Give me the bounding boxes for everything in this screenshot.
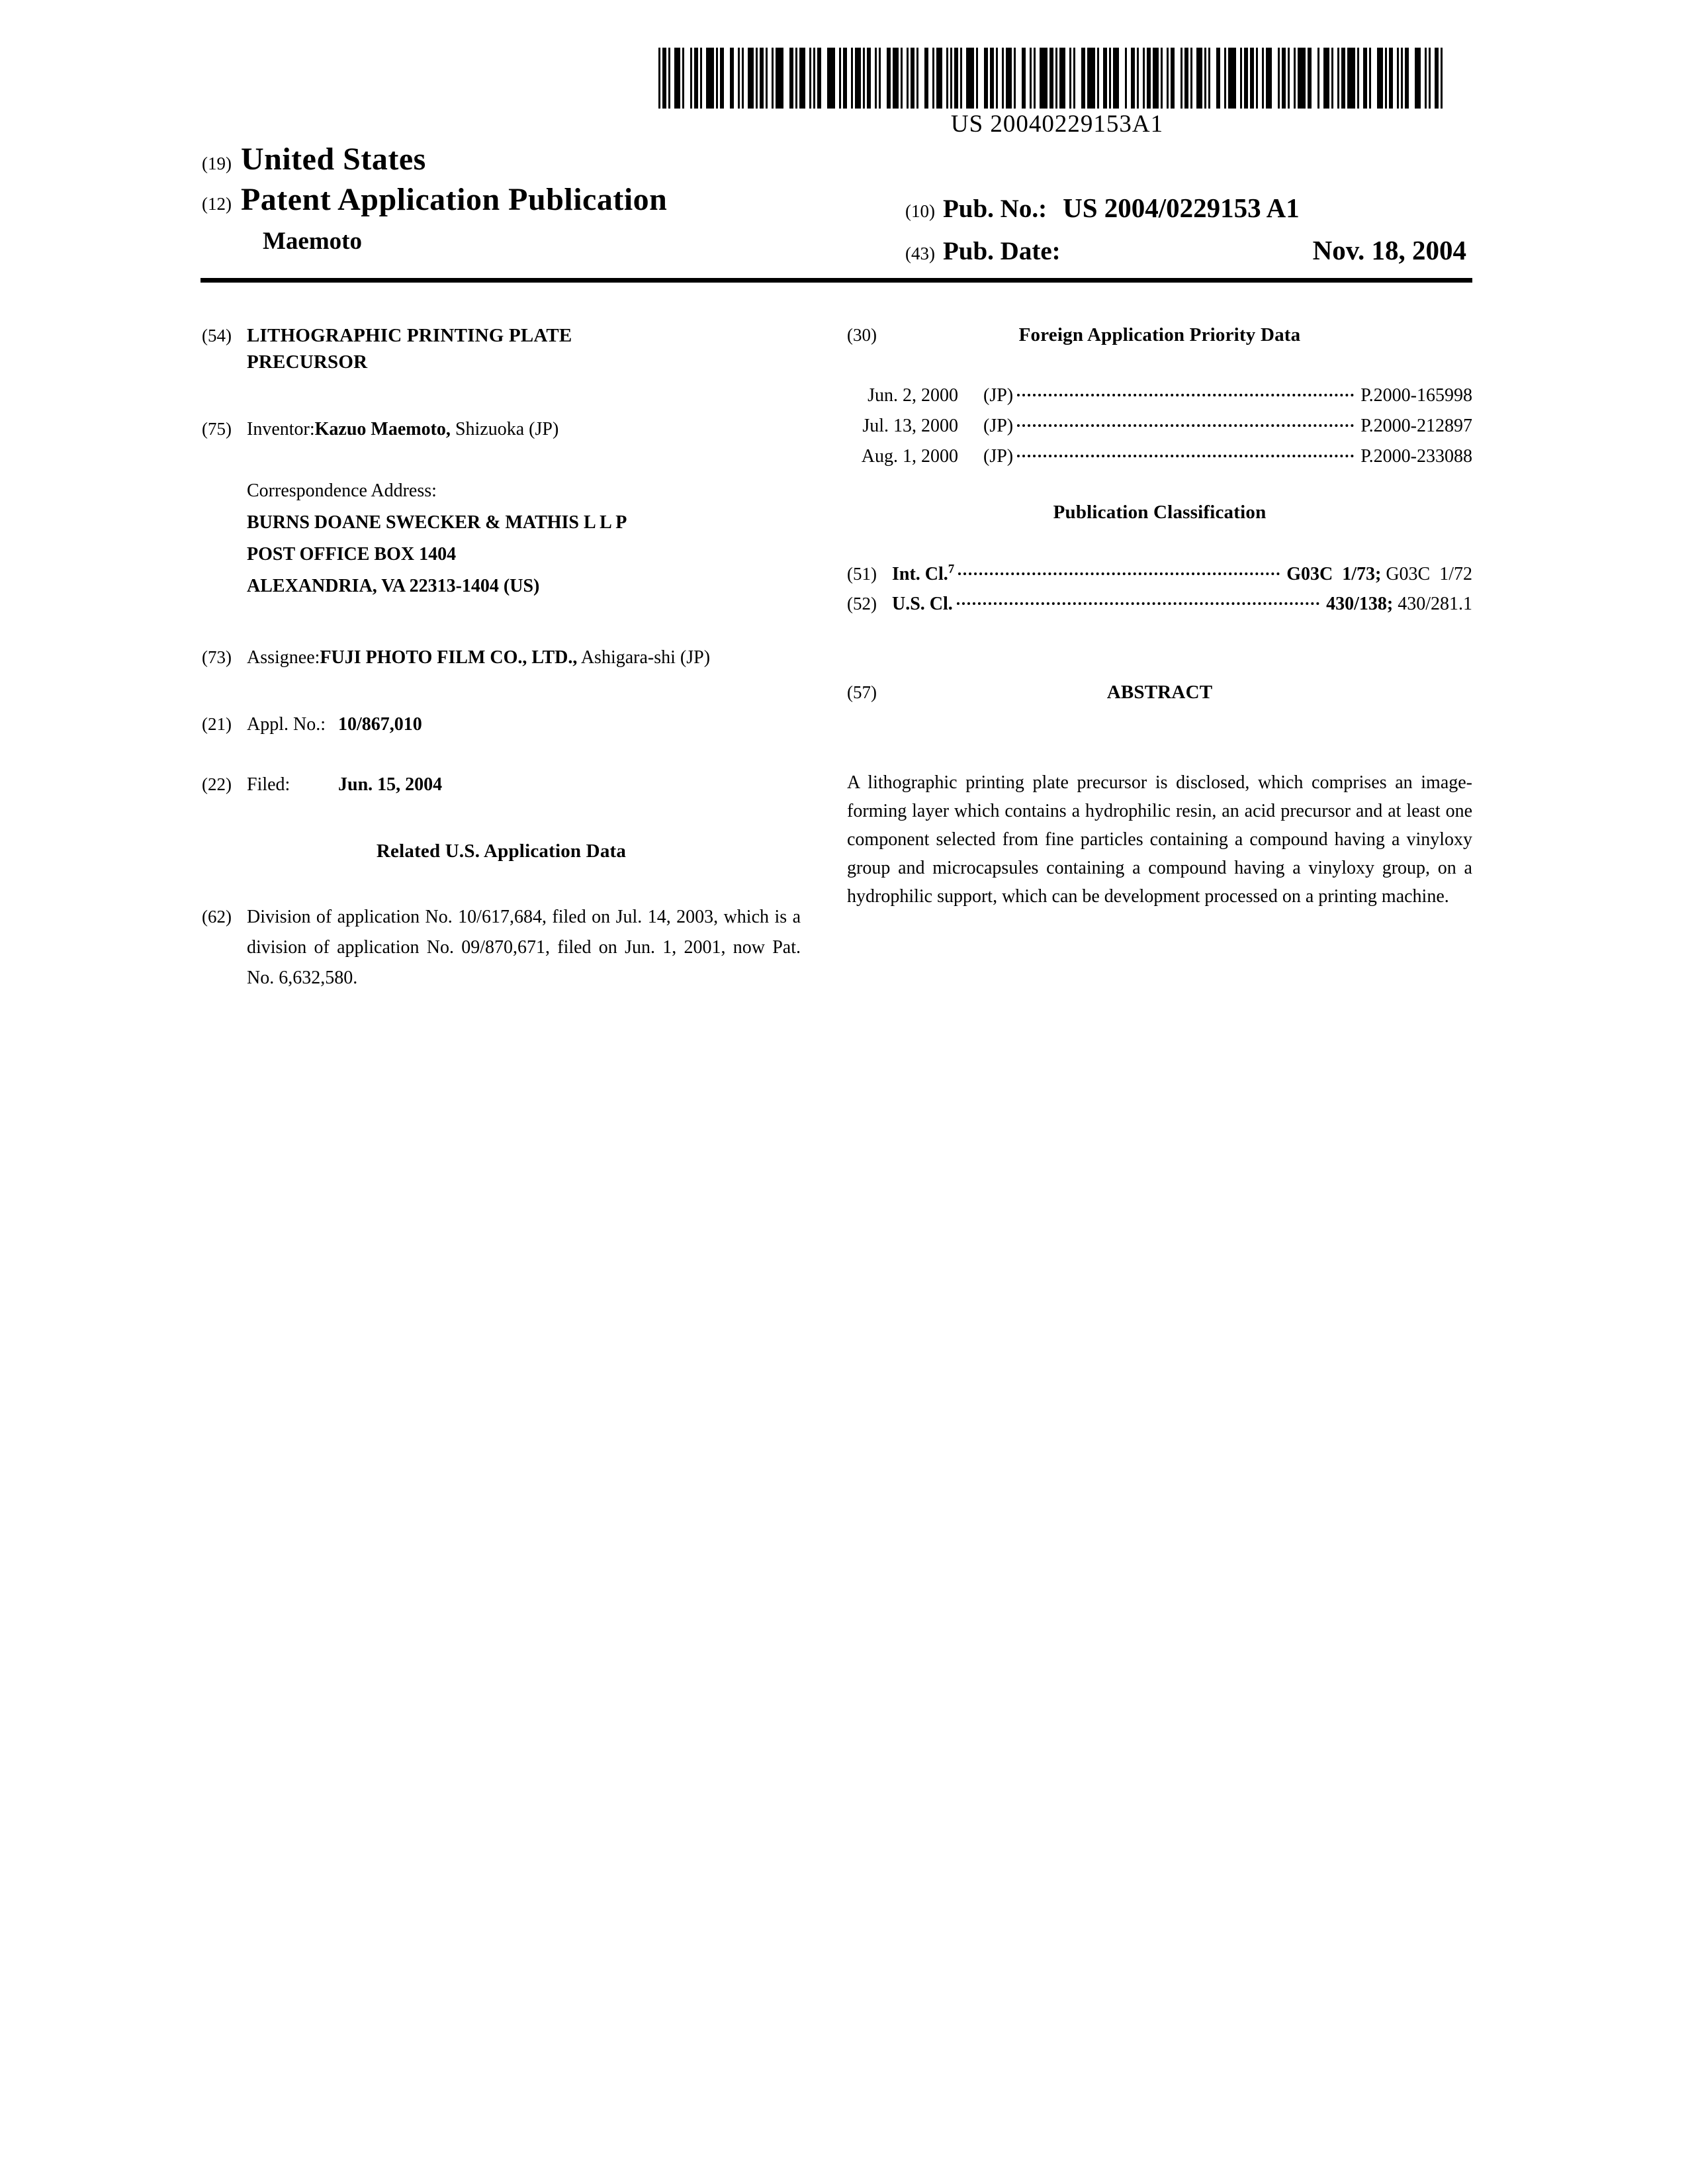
priority-country: (JP) xyxy=(983,446,1014,467)
priority-country: (JP) xyxy=(983,385,1014,406)
publication-number-barcode-text: US 20040229153A1 xyxy=(950,111,1164,138)
assignee-kv xyxy=(247,642,801,673)
int-cl-label: Int. Cl.$^7$ xyxy=(892,562,955,584)
assignee-name: FUJI PHOTO FILM CO., LTD., xyxy=(320,647,578,668)
dotted-leader xyxy=(957,602,1319,605)
first-inventor-surname: Maemoto xyxy=(263,228,362,255)
dotted-leader xyxy=(1017,424,1354,427)
pub-no-line xyxy=(905,192,1466,224)
filed-date-row xyxy=(202,772,801,797)
priority-date: Aug. 1, 2000 xyxy=(861,446,958,467)
inventor-location: Shizuoka (JP) xyxy=(450,419,559,439)
related-us-application-data-heading: Related U.S. Application Data xyxy=(376,841,627,862)
filed-label: Filed: xyxy=(247,774,290,795)
inid-30: (30) xyxy=(847,325,877,345)
filed-kv xyxy=(247,772,801,797)
division-text: Division of application No. 10/617,684, filed on Jul. 14, 2003, which is a division of application No. 09/870,671, filed on Jun. 1, 2001, now Pat. No. 6,632,580. xyxy=(247,907,801,988)
right-column xyxy=(847,322,1472,993)
correspondence-label: Correspondence Address: xyxy=(247,480,437,501)
header-right xyxy=(905,192,1466,266)
inid-43: (43) xyxy=(905,244,935,263)
division-paragraph-row xyxy=(202,902,801,993)
filed-value: Jun. 15, 2004 xyxy=(338,774,443,795)
int-cl-row xyxy=(847,559,1472,589)
invention-title: LITHOGRAPHIC PRINTING PLATE PRECURSOR xyxy=(247,325,572,373)
pub-no-value: US 2004/0229153 A1 xyxy=(1063,193,1300,223)
assignee-label: Assignee: xyxy=(247,647,320,668)
pub-date-value: Nov. 18, 2004 xyxy=(1312,235,1466,265)
foreign-priority-heading: Foreign Application Priority Data xyxy=(1018,324,1301,345)
pub-no-label: Pub. No.: xyxy=(942,195,1048,223)
appl-no-value: 10/867,010 xyxy=(338,714,422,735)
inid-12: (12) xyxy=(202,194,232,214)
two-column-body xyxy=(202,322,1472,993)
priority-date: Jul. 13, 2000 xyxy=(862,416,958,436)
header-left xyxy=(202,141,897,255)
inid-19: (19) xyxy=(202,154,232,173)
inid-73: (73) xyxy=(202,647,232,667)
appl-no-label: Appl. No.: xyxy=(247,714,326,735)
doc-type: Patent Application Publication xyxy=(240,182,668,217)
priority-row xyxy=(847,411,1472,441)
inid-54: (54) xyxy=(202,326,232,345)
priority-date: Jun. 2, 2000 xyxy=(868,385,958,406)
barcode-bars-icon xyxy=(658,48,1456,109)
inid-57: (57) xyxy=(847,682,877,702)
int-cl-superscript: 7 xyxy=(948,562,955,576)
inid-21: (21) xyxy=(202,714,232,734)
appl-kv xyxy=(247,712,801,737)
correspondence-line: BURNS DOANE SWECKER & MATHIS L L P xyxy=(247,512,627,533)
inid-10: (10) xyxy=(905,201,935,221)
priority-data-list xyxy=(847,381,1472,472)
left-column xyxy=(202,322,801,993)
priority-number: P.2000-165998 xyxy=(1360,385,1472,406)
country-line xyxy=(202,141,897,177)
header-divider xyxy=(201,278,1472,283)
abstract-heading-row xyxy=(847,680,1472,705)
inventor-kv xyxy=(247,417,801,442)
int-cl-value: G03C 1/73; G03C 1/72 xyxy=(1286,564,1472,584)
publication-classification-heading: Publication Classification xyxy=(1053,502,1267,523)
doc-type-line xyxy=(202,181,897,218)
inventor-value xyxy=(315,417,801,442)
priority-row xyxy=(847,381,1472,411)
priority-number: P.2000-233088 xyxy=(1360,446,1472,467)
assignee-location: Ashigara-shi (JP) xyxy=(577,647,711,668)
correspondence-address-block xyxy=(247,475,801,602)
us-cl-value: 430/138; 430/281.1 xyxy=(1326,594,1472,614)
priority-number: P.2000-212897 xyxy=(1360,416,1472,436)
inventor-name: Kazuo Maemoto, xyxy=(314,419,451,439)
inid-75: (75) xyxy=(202,419,232,439)
inid-62: (62) xyxy=(202,907,232,927)
inventor-label: Inventor: xyxy=(247,419,315,439)
dotted-leader xyxy=(958,572,1280,575)
pub-date-line xyxy=(905,234,1466,266)
pub-date-label: Pub. Date: xyxy=(942,237,1061,265)
correspondence-line: ALEXANDRIA, VA 22313-1404 (US) xyxy=(247,576,540,596)
title-block xyxy=(202,322,801,375)
priority-country: (JP) xyxy=(983,416,1014,436)
country-name: United States xyxy=(240,142,426,177)
abstract-text: A lithographic printing plate precursor is disclosed, which comprises an image-forming layer which contains a hydrophilic resin, an acid precursor and at least one component selected from fine particles containing a compound having a vinyloxy group and microcapsules containing a compound having a vinyloxy group, on a hydrophilic support, which can be development processed on a printing machine. xyxy=(847,772,1472,907)
inid-51: (51) xyxy=(847,564,877,584)
abstract-heading: ABSTRACT xyxy=(1106,682,1213,703)
dotted-leader xyxy=(1017,455,1354,457)
us-cl-label: U.S. Cl. xyxy=(892,594,953,614)
inid-22: (22) xyxy=(202,774,232,794)
dotted-leader xyxy=(1017,394,1354,396)
priority-row xyxy=(847,441,1472,472)
correspondence-line: POST OFFICE BOX 1404 xyxy=(247,544,457,565)
assignee-value xyxy=(320,642,801,673)
inventor-row xyxy=(202,416,801,442)
us-cl-row xyxy=(847,589,1472,619)
barcode xyxy=(658,48,1456,138)
application-number-row xyxy=(202,711,801,737)
assignee-row xyxy=(202,642,801,673)
inid-52: (52) xyxy=(847,594,877,614)
foreign-priority-heading-row xyxy=(847,322,1472,347)
